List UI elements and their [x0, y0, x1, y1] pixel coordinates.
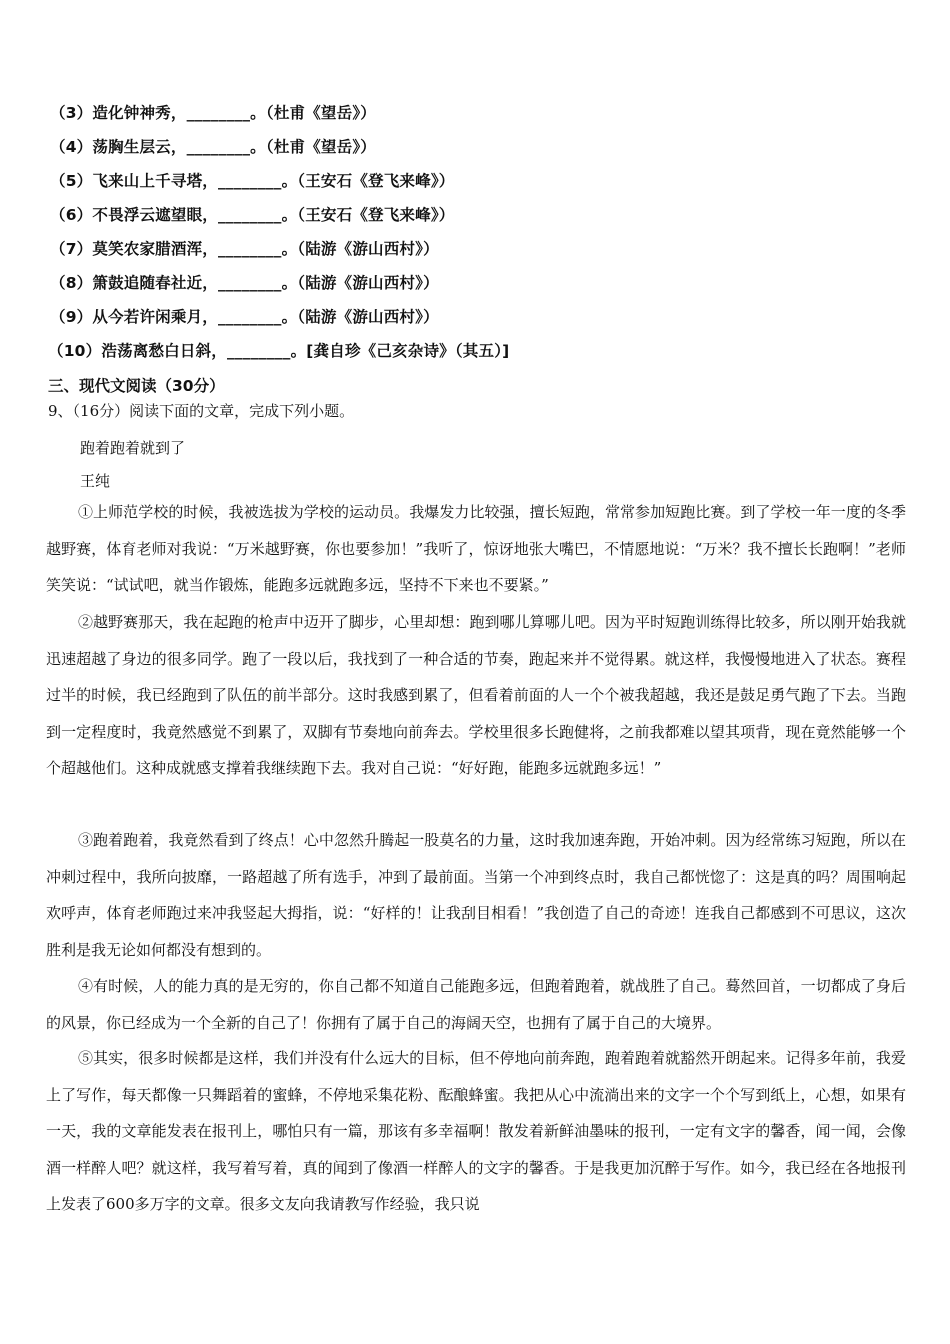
- poem-item-7: （7）莫笑农家腊酒浑，________。（陆游《游山西村》）: [50, 240, 439, 258]
- poem-item-8: （8）箫鼓追随春社近，________。（陆游《游山西村》）: [50, 274, 439, 292]
- article-paragraph-4: ④有时候，人的能力真的是无穷的，你自己都不知道自己能跑多远，但跑着跑着，就战胜了自己。蓦然回首，一切都成了身后的风景，你已经成为一个全新的自己了！你拥有了属于自己的海阔天空，也拥有了属于自己的大境界。: [46, 977, 906, 1032]
- poem-item-6: （6）不畏浮云遮望眼，________。（王安石《登飞来峰》）: [50, 206, 455, 224]
- article-author: 王纯: [80, 472, 111, 490]
- article-title: 跑着跑着就到了: [80, 439, 186, 457]
- question-prompt: 9、（16分）阅读下面的文章，完成下列小题。: [48, 402, 355, 420]
- poem-item-3: （3）造化钟神秀，________。（杜甫《望岳》）: [50, 104, 376, 122]
- poem-item-10: （10）浩荡离愁白日斜，________。[龚自珍《己亥杂诗》（其五）]: [48, 342, 510, 360]
- article-paragraph-5: ⑤其实，很多时候都是这样，我们并没有什么远大的目标，但不停地向前奔跑，跑着跑着就豁然开朗起来。记得多年前，我爱上了写作，每天都像一只舞蹈着的蜜蜂，不停地采集花粉、酝酿蜂蜜。我把从心中流淌出来的文字一个个写到纸上，心想，如果有一天，我的文章能发表在报刊上，哪怕只有一篇，那该有多幸福啊！散发着新鲜油墨味的报刊，一定有文字的馨香，闻一闻，会像酒一样醉人吧？就这样，我写着写着，真的闻到了像酒一样醉人的文字的馨香。于是我更加沉醉于写作。如今，我已经在各地报刊上发表了600多万字的文章。很多文友向我请教写作经验，我只说: [46, 1049, 906, 1214]
- article-paragraph-1: ①上师范学校的时候，我被选拔为学校的运动员。我爆发力比较强，擅长短跑，常常参加短跑比赛。到了学校一年一度的冬季越野赛，体育老师对我说：“万米越野赛，你也要参加！”我听了，惊讶地张大嘴巴，不情愿地说：“万米？我不擅长长跑啊！”老师笑笑说：“试试吧，就当作锻炼，能跑多远就跑多远，坚持不下来也不要紧。”: [46, 503, 906, 595]
- article-paragraph-3: ③跑着跑着，我竟然看到了终点！心中忽然升腾起一股莫名的力量，这时我加速奔跑，开始冲刺。因为经常练习短跑，所以在冲刺过程中，我所向披靡，一路超越了所有选手，冲到了最前面。当第一个冲到终点时，我自己都恍惚了：这是真的吗？周围响起欢呼声，体育老师跑过来冲我竖起大拇指，说：“好样的！让我刮目相看！”我创造了自己的奇迹！连我自己都感到不可思议，这次胜利是我无论如何都没有想到的。: [46, 831, 906, 959]
- article-paragraph-2: ②越野赛那天，我在起跑的枪声中迈开了脚步，心里却想：跑到哪儿算哪儿吧。因为平时短跑训练得比较多，所以刚开始我就迅速超越了身边的很多同学。跑了一段以后，我找到了一种合适的节奏，跑起来并不觉得累。就这样，我慢慢地进入了状态。赛程过半的时候，我已经跑到了队伍的前半部分。这时我感到累了，但看着前面的人一个个被我超越，我还是鼓足勇气跑了下去。当跑到一定程度时，我竟然感觉不到累了，双脚有节奏地向前奔去。学校里很多长跑健将，之前我都难以望其项背，现在竟然能够一个个超越他们。这种成就感支撑着我继续跑下去。我对自己说：“好好跑，能跑多远就跑多远！”: [46, 613, 906, 778]
- poem-item-4: （4）荡胸生层云，________。（杜甫《望岳》）: [50, 138, 376, 156]
- section-title: 三、现代文阅读（30分）: [48, 377, 225, 395]
- poem-item-5: （5）飞来山上千寻塔，________。（王安石《登飞来峰》）: [50, 172, 455, 190]
- poem-item-9: （9）从今若许闲乘月，________。（陆游《游山西村》）: [50, 308, 439, 326]
